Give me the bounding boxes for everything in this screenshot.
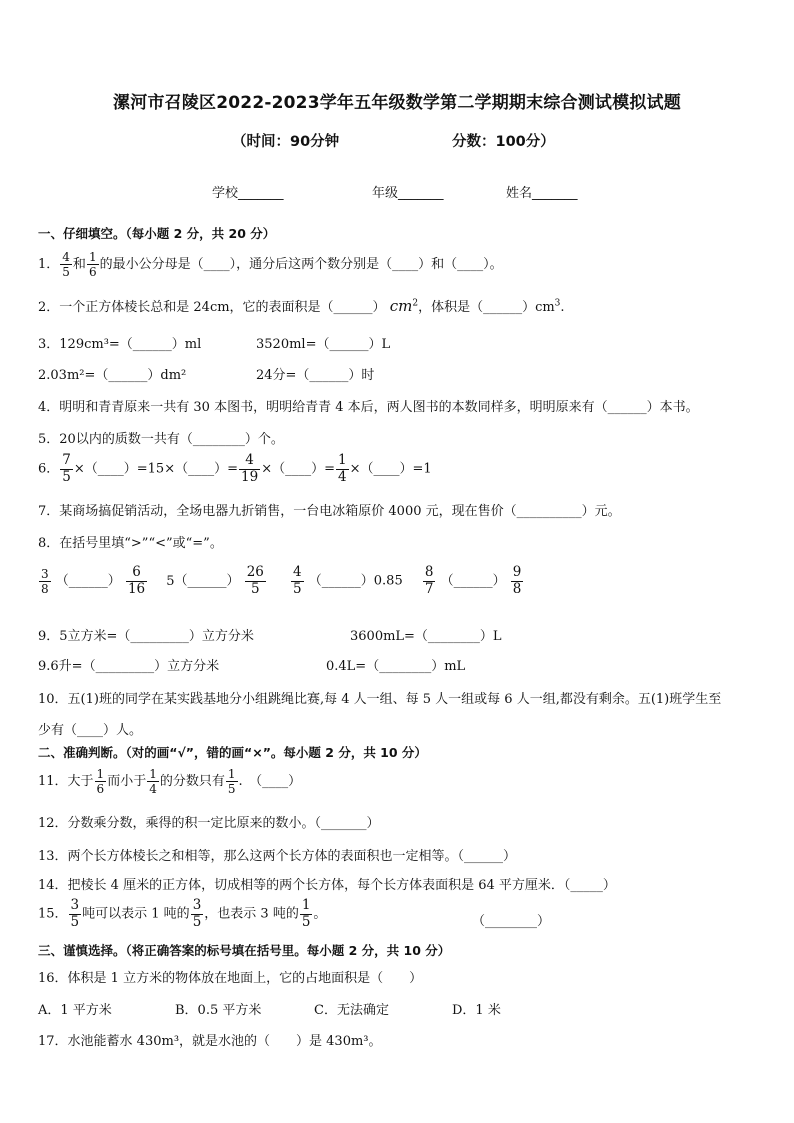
- q15-fraction-c: $\frac{1}{5}$: [301, 897, 311, 930]
- section-3-heading: 三、谨慎选择。（将正确答案的标号填在括号里。每小题 2 分，共 10 分）: [38, 943, 451, 958]
- q16-option-a: A．1 平方米: [38, 1003, 112, 1018]
- question-8-row: [38, 566, 524, 596]
- question-16: 16．体积是 1 立方米的物体放在地面上，它的占地面积是（ ）: [38, 971, 423, 986]
- q8-blank-3: （______）: [308, 573, 374, 589]
- q15-fraction-a: $\frac{3}{5}$: [70, 897, 80, 930]
- question-15: [38, 899, 326, 929]
- q11-text-d: . （____）: [238, 774, 302, 789]
- grade-field: 年级_______: [372, 186, 444, 201]
- q15-answer-blank: （________）: [472, 914, 551, 929]
- q11-text-b: 而小于: [107, 774, 147, 789]
- q3-part-b: 3520ml=（______）L: [256, 337, 391, 352]
- q1-text: 的最小公分母是（____），通分后这两个数分别是（____）和（____）。: [99, 257, 503, 272]
- question-3c: [38, 364, 186, 383]
- q8-fraction-a: $\frac{3}{8}$: [41, 566, 49, 596]
- question-11: [38, 768, 301, 795]
- q6-fraction-b: $\frac{4}{19}$: [241, 452, 259, 485]
- section-1-heading: 一、仔细填空。（每小题 2 分，共 20 分）: [38, 226, 276, 241]
- q2-text-c: .: [560, 300, 565, 315]
- question-6: [38, 454, 432, 484]
- question-3d: [256, 364, 374, 383]
- school-field: 学校_______: [212, 186, 284, 201]
- q11-text-c: 的分数只有: [159, 774, 225, 789]
- q8-fraction-h: $\frac{9}{8}$: [512, 564, 522, 597]
- q11-fraction-c: $\frac{1}{5}$: [227, 767, 236, 796]
- q11-text-a: 11．大于: [38, 774, 94, 789]
- q15-text-c: 。: [313, 906, 327, 922]
- question-13: 13．两个长方体棱长之和相等，那么这两个长方体的表面积也一定相等。（______）: [38, 849, 517, 864]
- q3-part-c: 2.03m²=（______）dm²: [38, 368, 187, 383]
- q6-text-b: ×（____）=: [261, 461, 335, 477]
- q1-fraction-b: $\frac{1}{6}$: [88, 250, 97, 279]
- q8-fraction-e: $\frac{4}{5}$: [293, 564, 302, 597]
- q8-blank-2: （______）: [174, 573, 240, 589]
- exam-score: 分数：100分）: [452, 134, 555, 150]
- q3-part-d: 24分=（______）时: [256, 368, 375, 383]
- q1-number: 1．: [38, 257, 60, 272]
- q16-option-b: B．0.5 平方米: [175, 1003, 262, 1018]
- q15-text-a: 吨可以表示 1 吨的: [82, 906, 190, 922]
- q1-and: 和: [72, 257, 86, 272]
- q15-number: 15．: [38, 906, 68, 922]
- q6-number: 6．: [38, 461, 60, 477]
- question-10-line-1: 10．五(1)班的同学在某实践基地分小组跳绳比赛,每 4 人一组、每 5 人一组或每 6 人一组,都没有剩余。五(1)班学生至: [38, 692, 722, 707]
- section-2-heading: 二、准确判断。（对的画“√”，错的画“×”。每小题 2 分，共 10 分）: [38, 745, 427, 760]
- question-3a: [38, 333, 201, 352]
- q15-text-b: ，也表示 3 吨的: [204, 906, 299, 922]
- question-9c: 9.6升=（_________）立方分米: [38, 659, 220, 674]
- question-9b: 3600mL=（________）L: [350, 629, 502, 644]
- q6-text-a: ×（____）=15×（____）=: [73, 461, 238, 477]
- q8-blank-4: （______）: [440, 573, 506, 589]
- q2-text-a: 2．一个正方体棱长总和是 24cm，它的表面积是（______）: [38, 300, 386, 315]
- question-1: [38, 251, 503, 278]
- q8-number-5: 5: [166, 573, 175, 589]
- question-8: 8．在括号里填“>”“<”或“=”。: [38, 536, 223, 551]
- q3-part-a: 3．129cm³=（______）ml: [38, 337, 202, 352]
- q1-fraction-a: $\frac{4}{5}$: [62, 250, 70, 279]
- q11-fraction-a: $\frac{1}{6}$: [96, 767, 105, 796]
- question-9d: 0.4L=（________）mL: [326, 659, 466, 674]
- question-9a: 9．5立方米=（_________）立方分米: [38, 629, 254, 644]
- question-2: [38, 296, 565, 315]
- q6-fraction-a: $\frac{7}{5}$: [62, 452, 71, 485]
- question-10-line-2: 少有（____）人。: [38, 723, 143, 738]
- q16-option-d: D．1 米: [452, 1003, 501, 1018]
- question-12: 12．分数乘分数，乘得的积一定比原来的数小。（_______）: [38, 816, 380, 831]
- q16-option-c: C．无法确定: [314, 1003, 389, 1018]
- question-5: 5．20以内的质数一共有（________）个。: [38, 432, 284, 447]
- question-14: 14．把棱长 4 厘米的正方体，切成相等的两个长方体，每个长方体表面积是 64 平方厘米．（_____）: [38, 878, 616, 893]
- q15-fraction-b: $\frac{3}{5}$: [192, 897, 202, 930]
- q6-text-c: ×（____）=1: [349, 461, 432, 477]
- q8-fraction-d: $\frac{26}{5}$: [246, 564, 264, 597]
- question-7: 7．某商场搞促销活动，全场电器九折销售，一台电冰箱原价 4000 元，现在售价（__________）元。: [38, 504, 621, 519]
- q8-fraction-g: $\frac{8}{7}$: [424, 564, 434, 597]
- q2-sup2: 3: [554, 298, 561, 309]
- q8-decimal: 0.85: [373, 573, 403, 589]
- q11-fraction-b: $\frac{1}{4}$: [149, 767, 157, 796]
- q2-text-b: ，体积是（______）cm: [418, 300, 555, 315]
- q2-sup: 2: [412, 298, 419, 309]
- q8-blank-1: （______）: [55, 573, 121, 589]
- q8-fraction-b: $\frac{6}{16}$: [127, 564, 146, 597]
- q6-fraction-c: $\frac{1}{4}$: [337, 452, 347, 485]
- q2-unit: cm: [389, 297, 413, 315]
- question-3b: [256, 333, 390, 352]
- question-17: 17．水池能蓄水 430m³，就是水池的（ ）是 430m³。: [38, 1034, 382, 1049]
- question-4: 4．明明和青青原来一共有 30 本图书，明明给青青 4 本后，两人图书的本数同样多，明明原来有（______）本书。: [38, 400, 699, 415]
- exam-time: （时间：90分钟: [232, 134, 340, 150]
- name-field: 姓名_______: [506, 186, 578, 201]
- page-title: 漯河市召陵区2022-2023学年五年级数学第二学期期末综合测试模拟试题: [113, 93, 681, 113]
